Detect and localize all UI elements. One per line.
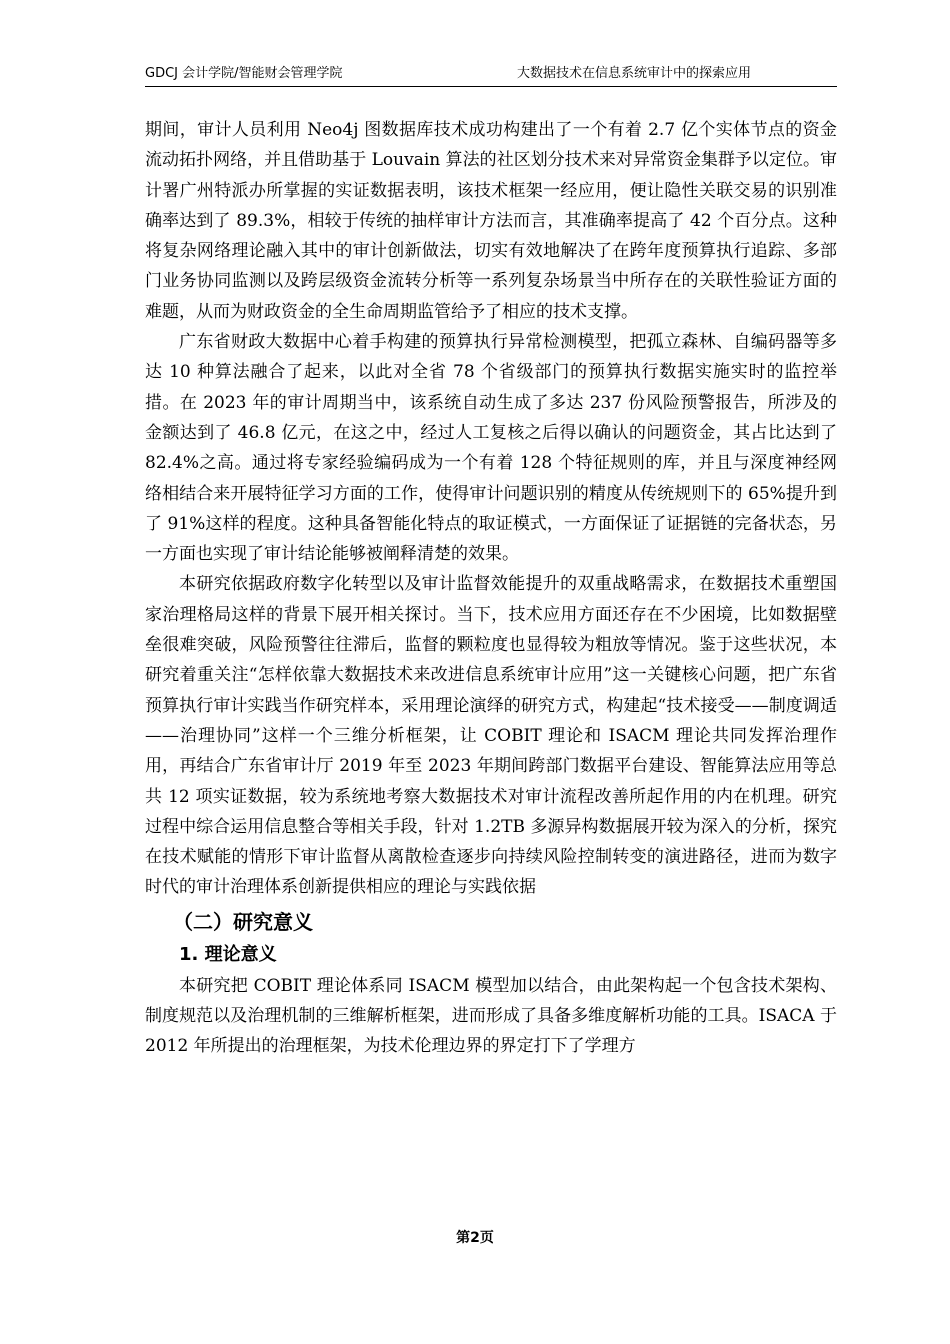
subsection-heading-theory: 1. 理论意义: [179, 943, 277, 965]
paragraph-theoretical-significance: 本研究把 COBIT 理论体系同 ISACM 模型加以结合，由此架构起一个包含技术架构、制度规范以及治理机制的三维解析框架，进而形成了具备多维度解析功能的工具。ISACA 于 2012 年所提出的治理框架，为技术伦理边界的界定打下了学理方: [145, 975, 837, 1057]
paragraph-budget-model: 广东省财政大数据中心着手构建的预算执行异常检测模型，把孤立森林、自编码器等多达 10 种算法融合了起来，以此对全省 78 个省级部门的预算执行数据实施实时的监控举措。在 2023 年的审计周期当中，该系统自动生成了多达 237 份风险预警报告，所涉及的金额达到了 46.8 亿元，在这之中，经过人工复核之后得以确认的问题资金，其占比达到了 82.4%之高。通过将专家经验编码成为一个有着 128 个特征规则的库，并且与深度神经网络相结合来开展特征学习方面的工作，使得审计问题识别的精度从传统规则下的 65%提升到了 91%这样的程度。这种具备智能化特点的取证模式，一方面保证了证据链的完备状态，另一方面也实现了审计结论能够被阐释清楚的效果。: [145, 332, 837, 565]
page-header: [145, 62, 837, 87]
header-document-title: 大数据技术在信息系统审计中的探索应用: [517, 66, 752, 81]
paragraph-research-basis: 本研究依据政府数字化转型以及审计监督效能提升的双重战略需求，在数据技术重塑国家治理格局这样的背景下展开相关探讨。当下，技术应用方面还存在不少困境，比如数据壁垒很难突破，风险预警往往滞后，监督的颗粒度也显得较为粗放等情况。鉴于这些状况，本研究着重关注“怎样依靠大数据技术来改进信息系统审计应用”这一关键核心问题，把广东省预算执行审计实践当作研究样本，采用理论演绎的研究方式，构建起“技术接受——制度调适——治理协同”这样一个三维分析框架，让 COBIT 理论和 ISACM 理论共同发挥治理作用，再结合广东省审计厅 2019 年至 2023 年期间跨部门数据平台建设、智能算法应用等总共 12 项实证数据，较为系统地考察大数据技术对审计流程改善所起作用的内在机理。研究过程中综合运用信息整合等相关手段，针对 1.2TB 多源异构数据展开较为深入的分析，探究在技术赋能的情形下审计监督从离散检查逐步向持续风险控制转变的演进路径，进而为数字时代的审计治理体系创新提供相应的理论与实践依据: [145, 574, 837, 898]
document-body: [145, 115, 837, 1062]
page-number: 第2页: [456, 1230, 494, 1246]
section-heading-significance: （二）研究意义: [173, 909, 313, 934]
paragraph-continuation: 期间，审计人员利用 Neo4j 图数据库技术成功构建出了一个有着 2.7 亿个实体节点的资金流动拓扑网络，并且借助基于 Louvain 算法的社区划分技术来对异常资金集群予以定位。审计署广州特派办所掌握的实证数据表明，该技术框架一经应用，便让隐性关联交易的识别准确率达到了 89.3%，相较于传统的抽样审计方法而言，其准确率提高了 42 个百分点。这种将复杂网络理论融入其中的审计创新做法，切实有效地解决了在跨年度预算执行追踪、多部门业务协同监测以及跨层级资金流转分析等一系列复杂场景当中所存在的关联性验证方面的难题，从而为财政资金的全生命周期监管给予了相应的技术支撑。: [145, 120, 837, 322]
header-institution: GDCJ 会计学院/智能财会管理学院: [145, 66, 343, 81]
